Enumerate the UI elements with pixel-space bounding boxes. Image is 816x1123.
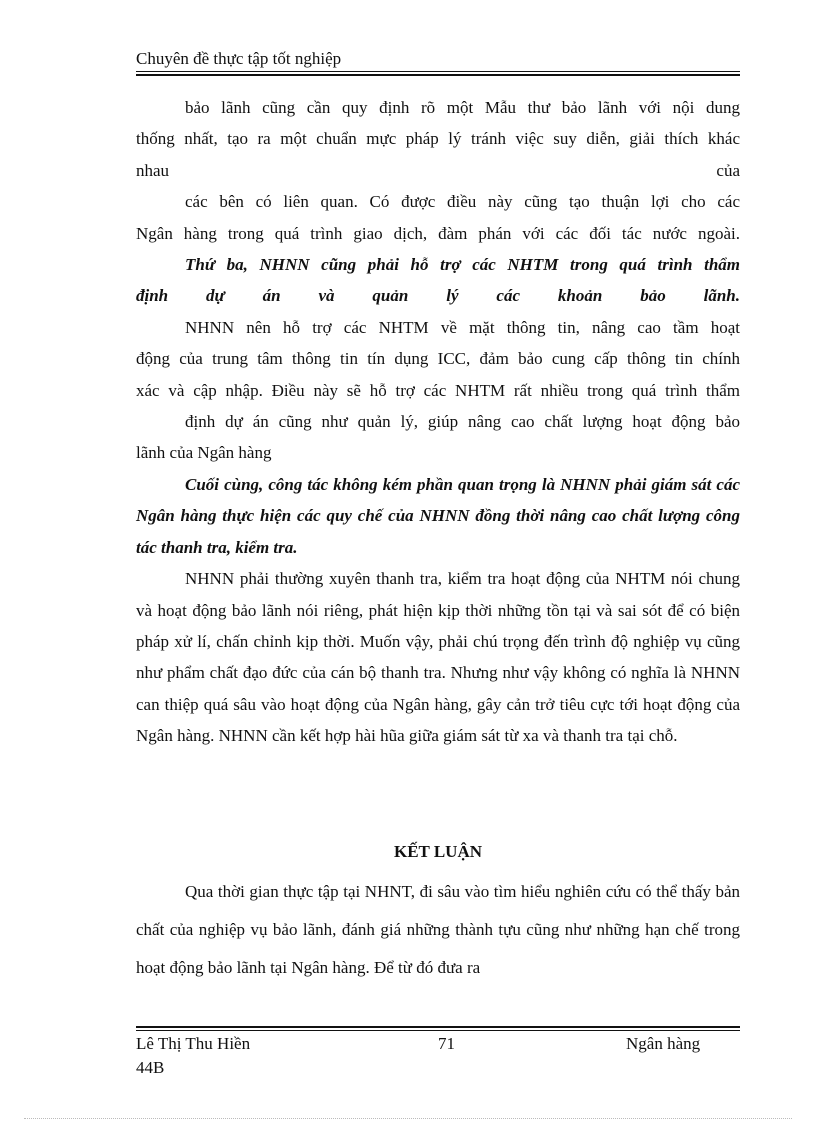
page-bottom-dotted-border xyxy=(24,1118,792,1119)
page-number: 71 xyxy=(438,1034,455,1053)
paragraph-line: Ngân hàng trong quá trình giao dịch, đàm phán với các đối tác nước ngoài. xyxy=(136,223,740,243)
paragraph-line: xác và cập nhập. Điều này sẽ hỗ trợ các NHTM rất nhiều trong quá trình thẩm xyxy=(136,380,740,400)
paragraph-line xyxy=(136,155,740,186)
body-text xyxy=(136,92,740,752)
conclusion-paragraph: Qua thời gian thực tập tại NHNT, đi sâu vào tìm hiểu nghiên cứu có thể thấy bản chất của nghiệp vụ bảo lãnh, đánh giá những thành tựu cũng như những hạn chế trong hoạt động bảo lãnh tại Ngân hàng. Để từ đó đưa ra xyxy=(136,882,740,977)
section-heading: KẾT LUẬN xyxy=(393,842,482,861)
bold-italic-paragraph: Cuối cùng, công tác không kém phần quan trọng là NHNN phải giám sát các Ngân hàng thực hiện các quy chế của NHNN đồng thời nâng cao chất lượng công tác thanh tra, kiểm tra. xyxy=(136,474,740,557)
footer-class: 44B xyxy=(136,1058,165,1077)
word-left: nhau xyxy=(136,160,170,180)
paragraph-line: động của trung tâm thông tin tín dụng ICC, đảm bảo cung cấp thông tin chính xyxy=(136,349,740,369)
footer-rule-thin xyxy=(136,1030,740,1031)
bold-italic-heading-line: định dự án và quản lý các khoản bảo lãnh. xyxy=(136,286,740,306)
paragraph: NHNN phải thường xuyên thanh tra, kiểm tra hoạt động của NHTM nói chung và hoạt động bảo lãnh nói riêng, phát hiện kịp thời những tồn tại và sai sót để có biện pháp xử lí, chấn chỉnh kịp thời. Muốn vậy, phải chú trọng đến trình độ nghiệp vụ cũng như phẩm chất đạo đức của cán bộ thanh tra. Nhưng như vậy không có nghĩa là NHNN can thiệp quá sâu vào hoạt động của Ngân hàng, gây cản trở tiêu cực tới hoạt động của Ngân hàng. NHNN cần kết hợp hài hũa giữa giám sát từ xa và thanh tra tại chỗ. xyxy=(136,569,740,746)
paragraph-line: các bên có liên quan. Có được điều này cũng tạo thuận lợi cho các xyxy=(185,192,740,212)
footer-department: Ngân hàng xyxy=(626,1034,701,1053)
word-right: của xyxy=(716,160,740,180)
bold-italic-heading-line: Thứ ba, NHNN cũng phải hỗ trợ các NHTM trong quá trình thẩm xyxy=(185,255,740,275)
header-rule-thin xyxy=(136,71,740,72)
paragraph-line: lãnh của Ngân hàng xyxy=(136,443,272,463)
paragraph-line: thống nhất, tạo ra một chuẩn mực pháp lý tránh việc suy diễn, giải thích khác xyxy=(136,129,740,149)
paragraph-line: bảo lãnh cũng cần quy định rõ một Mẫu thư bảo lãnh với nội dung xyxy=(185,98,740,117)
footer-rule-thick xyxy=(136,1026,740,1028)
paragraph-line: định dự án cũng như quản lý, giúp nâng cao chất lượng hoạt động bảo xyxy=(185,412,740,432)
paragraph-line: NHNN nên hỗ trợ các NHTM về mặt thông tin, nâng cao tầm hoạt xyxy=(185,317,740,337)
header-rule-thick xyxy=(136,74,740,76)
footer-author: Lê Thị Thu Hiền xyxy=(136,1034,251,1053)
running-header: Chuyên đề thực tập tốt nghiệp xyxy=(136,49,342,68)
